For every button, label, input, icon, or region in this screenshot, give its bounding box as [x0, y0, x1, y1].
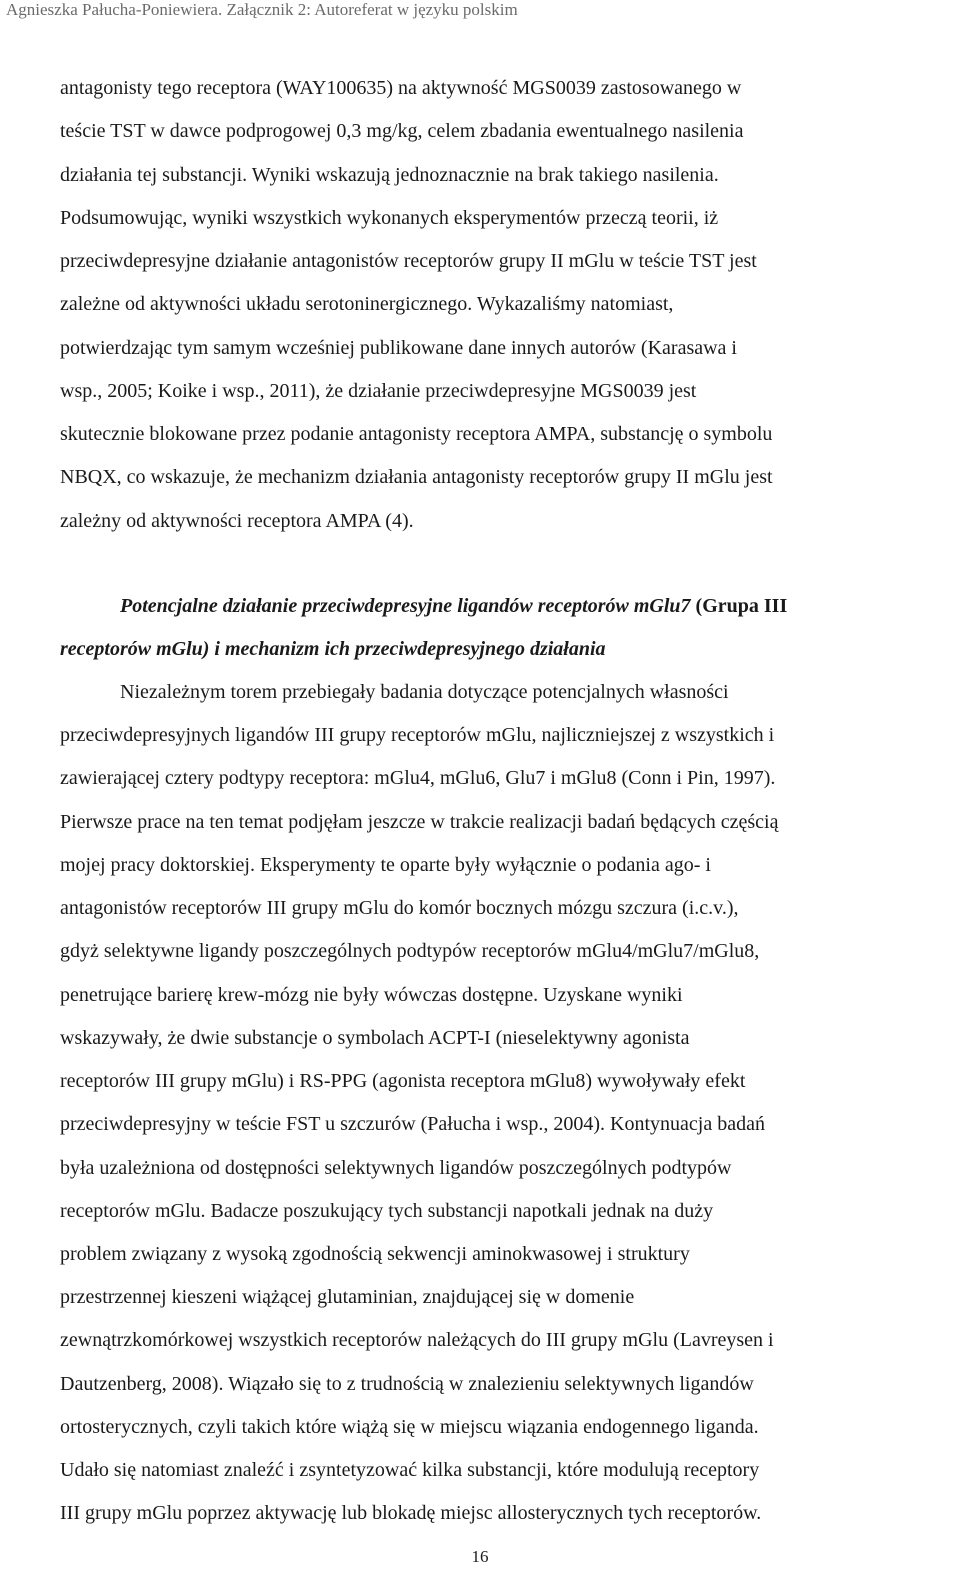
text-line: Dautzenberg, 2008). Wiązało się to z trudnością w znalezieniu selektywnych ligandów — [60, 1373, 754, 1395]
text-line: gdyż selektywne ligandy poszczególnych podtypów receptorów mGlu4/mGlu7/mGlu8, — [60, 940, 760, 962]
text-line: NBQX, co wskazuje, że mechanizm działania antagonisty receptorów grupy II mGlu jest — [60, 466, 773, 488]
text-line: zależne od aktywności układu serotoninergicznego. Wykazaliśmy natomiast, — [60, 293, 674, 315]
section-heading-line-1 — [120, 594, 787, 618]
text-line: teście TST w dawce podprogowej 0,3 mg/kg, celem zbadania ewentualnego nasilenia — [60, 120, 744, 142]
text-line: Niezależnym torem przebiegały badania dotyczące potencjalnych własności — [120, 681, 729, 703]
text-line: Podsumowując, wyniki wszystkich wykonanych eksperymentów przeczą teorii, iż — [60, 207, 719, 229]
text-line: skutecznie blokowane przez podanie antagonisty receptora AMPA, substancję o symbolu — [60, 423, 773, 445]
text-line: działania tej substancji. Wyniki wskazują jednoznacznie na brak takiego nasilenia. — [60, 164, 719, 186]
text-line: przeciwdepresyjnych ligandów III grupy receptorów mGlu, najliczniejszej z wszystkich i — [60, 724, 775, 746]
text-line: wsp., 2005; Koike i wsp., 2011), że działanie przeciwdepresyjne MGS0039 jest — [60, 380, 697, 402]
text-line: wskazywały, że dwie substancje o symbolach ACPT-I (nieselektywny agonista — [60, 1027, 690, 1049]
text-line: zewnątrzkomórkowej wszystkich receptorów należących do III grupy mGlu (Lavreysen i — [60, 1329, 774, 1351]
text-line: Pierwsze prace na ten temat podjęłam jeszcze w trakcie realizacji badań będących częścią — [60, 811, 779, 833]
running-header: Agnieszka Pałucha-Poniewiera. Załącznik 2: Autoreferat w języku polskim — [6, 0, 518, 19]
text-line: potwierdzając tym samym wcześniej publikowane dane innych autorów (Karasawa i — [60, 337, 737, 359]
text-line: zawierającej cztery podtypy receptora: mGlu4, mGlu6, Glu7 i mGlu8 (Conn i Pin, 1997). — [60, 767, 776, 789]
text-line: problem związany z wysoką zgodnością sekwencji aminokwasowej i struktury — [60, 1243, 690, 1265]
text-line: receptorów III grupy mGlu) i RS-PPG (agonista receptora mGlu8) wywoływały efekt — [60, 1070, 746, 1092]
text-line: zależny od aktywności receptora AMPA (4). — [60, 510, 414, 532]
text-line: Udało się natomiast znaleźć i zsyntetyzować kilka substancji, które modulują receptory — [60, 1459, 760, 1481]
text-line: przestrzennej kieszeni wiążącej glutaminian, znajdującej się w domenie — [60, 1286, 635, 1308]
text-line: III grupy mGlu poprzez aktywację lub blokadę miejsc allosterycznych tych receptorów. — [60, 1502, 762, 1524]
text-line: penetrujące barierę krew-mózg nie były wówczas dostępne. Uzyskane wyniki — [60, 984, 683, 1006]
section-heading-italic: Potencjalne działanie przeciwdepresyjne ligandów receptorów mGlu7 — [120, 595, 691, 617]
text-line: ortosterycznych, czyli takich które wiążą się w miejscu wiązania endogennego liganda. — [60, 1416, 759, 1438]
text-line: przeciwdepresyjne działanie antagonistów receptorów grupy II mGlu w teście TST jest — [60, 250, 757, 272]
text-line: przeciwdepresyjny w teście FST u szczurów (Pałucha i wsp., 2004). Kontynuacja badań — [60, 1113, 765, 1135]
section-heading-line-2: receptorów mGlu) i mechanizm ich przeciwdepresyjnego działania — [60, 638, 606, 660]
text-line: antagonistów receptorów III grupy mGlu do komór bocznych mózgu szczura (i.c.v.), — [60, 897, 739, 919]
text-line: antagonisty tego receptora (WAY100635) na aktywność MGS0039 zastosowanego w — [60, 77, 742, 99]
text-line: mojej pracy doktorskiej. Eksperymenty te oparte były wyłącznie o podania ago- i — [60, 854, 711, 876]
text-line: receptorów mGlu. Badacze poszukujący tych substancji napotkali jednak na duży — [60, 1200, 714, 1222]
text-line: była uzależniona od dostępności selektywnych ligandów poszczególnych podtypów — [60, 1157, 732, 1179]
page-number: 16 — [471, 1547, 489, 1566]
section-heading-upright: (Grupa III — [690, 595, 788, 617]
